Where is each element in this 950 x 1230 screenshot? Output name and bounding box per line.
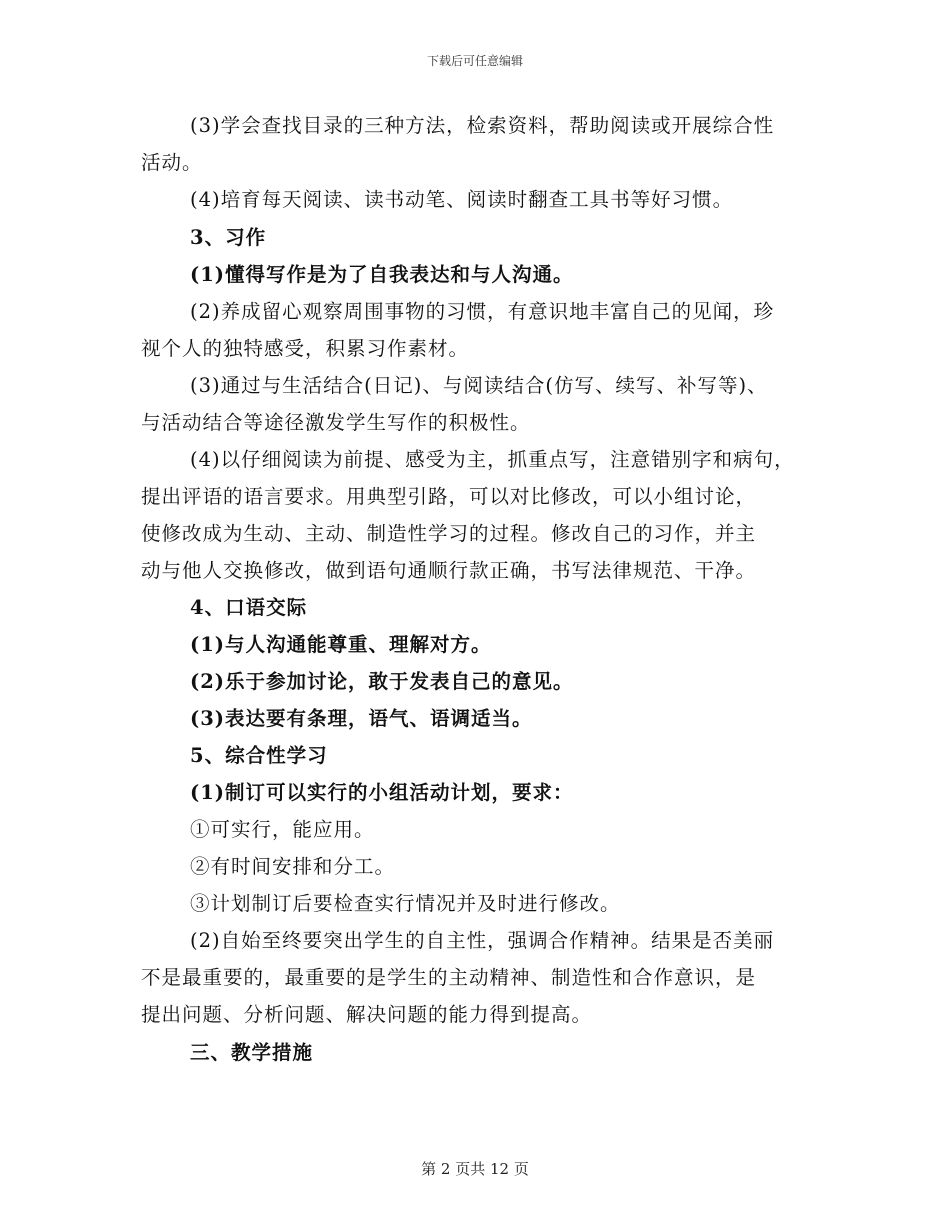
paragraph-line: (1)懂得写作是为了自我表达和与人沟通。 [190, 263, 574, 286]
paragraph-line: (2)养成留心观察周围事物的习惯，有意识地丰富自己的见闻，珍 [190, 300, 775, 323]
paragraph-line: 视个人的独特感受，积累习作素材。 [141, 337, 470, 360]
paragraph-line: (3)学会查找目录的三种方法，检索资料，帮助阅读或开展综合性 [190, 114, 775, 137]
paragraph-line: (1)制订可以实行的小组活动计划，要求： [190, 781, 574, 804]
paragraph-line: 不是最重要的，最重要的是学生的主动精神、制造性和合作意识，是 [141, 966, 757, 989]
section-heading: 3、习作 [190, 226, 267, 249]
paragraph-line: (3)通过与生活结合(日记)、与阅读结合(仿写、续写、补写等)、 [190, 374, 768, 397]
paragraph-line: 活动。 [141, 151, 203, 174]
section-heading: 三、教学措施 [190, 1041, 314, 1064]
paragraph-line: (4)以仔细阅读为前提、感受为主，抓重点写，注意错别字和病句， [190, 448, 795, 471]
page-header: 下载后可任意编辑 [426, 54, 523, 68]
paragraph-line: 使修改成为生动、主动、制造性学习的过程。修改自己的习作，并主 [141, 522, 757, 545]
paragraph-line: 提出问题、分析问题、解决问题的能力得到提高。 [141, 1003, 593, 1026]
list-item: ②有时间安排和分工。 [190, 855, 396, 878]
paragraph-line: (1)与人沟通能尊重、理解对方。 [190, 633, 492, 656]
section-heading: 4、口语交际 [190, 596, 308, 619]
list-item: ①可实行，能应用。 [190, 818, 375, 841]
paragraph-line: 与活动结合等途径激发学生写作的积极性。 [141, 411, 531, 434]
paragraph-line: (2)乐于参加讨论，敢于发表自己的意见。 [190, 670, 574, 693]
paragraph-line: (2)自始至终要突出学生的自主性，强调合作精神。结果是否美丽 [190, 929, 775, 952]
page-footer: 第 2 页共 12 页 [421, 1160, 529, 1178]
paragraph-line: 提出评语的语言要求。用典型引路，可以对比修改，可以小组讨论， [141, 485, 757, 508]
list-item: ③计划制订后要检查实行情况并及时进行修改。 [190, 892, 621, 915]
section-heading: 5、综合性学习 [190, 744, 328, 767]
paragraph-line: (4)培育每天阅读、读书动笔、阅读时翻查工具书等好习惯。 [190, 188, 734, 211]
paragraph-line: (3)表达要有条理，语气、语调适当。 [190, 707, 533, 730]
paragraph-line: 动与他人交换修改，做到语句通顺行款正确，书写法律规范、干净。 [141, 559, 757, 582]
